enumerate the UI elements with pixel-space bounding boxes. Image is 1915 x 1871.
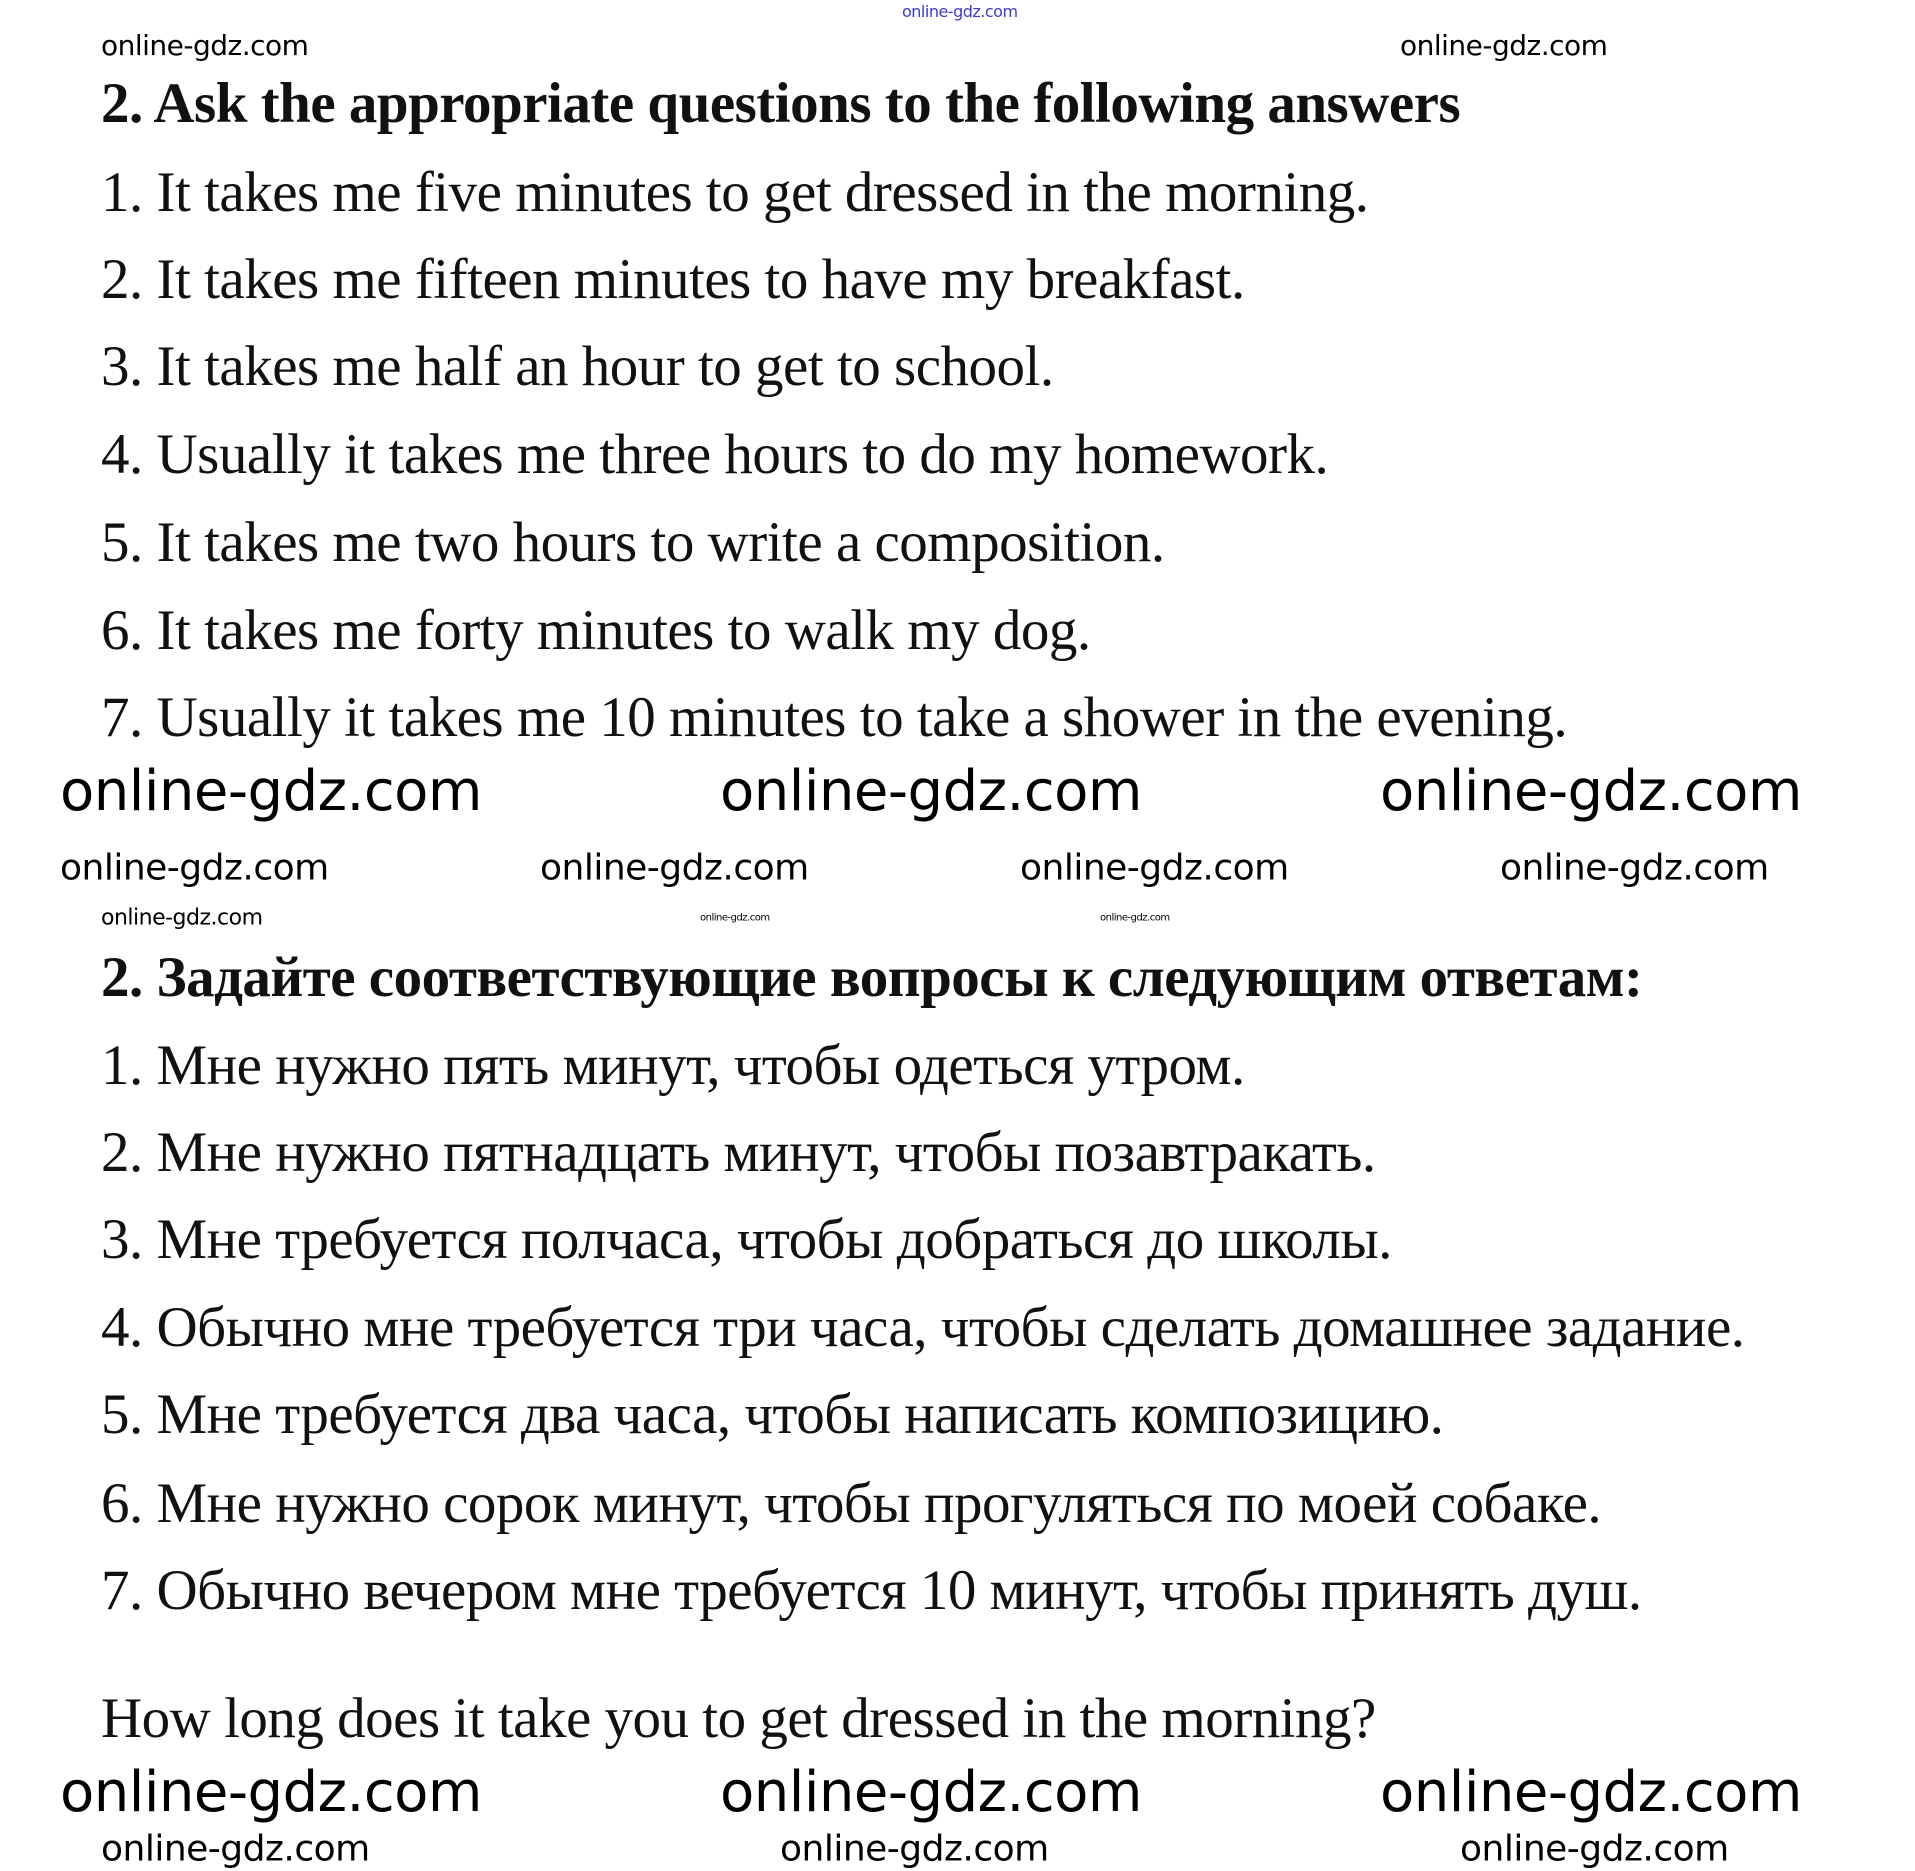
english-item: 1. It takes me five minutes to get dressed in the morning.	[101, 161, 1369, 225]
watermark: online-gdz.com	[720, 758, 1142, 824]
russian-item: 7. Обычно вечером мне требуется 10 минут, чтобы принять душ.	[101, 1559, 1642, 1623]
answer-line: How long does it take you to get dressed in the morning?	[101, 1687, 1376, 1751]
watermark: online-gdz.com	[720, 1759, 1142, 1825]
watermark: online-gdz.com	[700, 912, 770, 924]
russian-item: 4. Обычно мне требуется три часа, чтобы сделать домашнее задание.	[101, 1296, 1745, 1360]
watermark: online-gdz.com	[1400, 28, 1608, 62]
watermark: online-gdz.com	[1380, 1759, 1802, 1825]
watermark: online-gdz.com	[1100, 912, 1170, 924]
english-item: 4. Usually it takes me three hours to do my homework.	[101, 423, 1329, 487]
watermark: online-gdz.com	[780, 1828, 1049, 1870]
watermark: online-gdz.com	[60, 847, 329, 889]
watermark: online-gdz.com	[1500, 847, 1769, 889]
watermark: online-gdz.com	[101, 1828, 370, 1870]
russian-item: 2. Мне нужно пятнадцать минут, чтобы позавтракать.	[101, 1121, 1376, 1185]
russian-heading: 2. Задайте соответствующие вопросы к следующим ответам:	[101, 946, 1643, 1010]
english-item: 5. It takes me two hours to write a composition.	[101, 511, 1165, 575]
watermark: online-gdz.com	[1460, 1828, 1729, 1870]
english-item: 3. It takes me half an hour to get to school.	[101, 335, 1054, 399]
english-item: 7. Usually it takes me 10 minutes to take a shower in the evening.	[101, 686, 1568, 750]
watermark: online-gdz.com	[101, 28, 309, 62]
watermark: online-gdz.com	[101, 905, 263, 931]
watermark: online-gdz.com	[902, 1, 1018, 21]
watermark: online-gdz.com	[1380, 758, 1802, 824]
russian-item: 1. Мне нужно пять минут, чтобы одеться утром.	[101, 1034, 1245, 1098]
english-heading: 2. Ask the appropriate questions to the following answers	[101, 72, 1461, 136]
watermark: online-gdz.com	[60, 1759, 482, 1825]
watermark: online-gdz.com	[1020, 847, 1289, 889]
russian-item: 3. Мне требуется полчаса, чтобы добраться до школы.	[101, 1208, 1392, 1272]
russian-item: 5. Мне требуется два часа, чтобы написать композицию.	[101, 1383, 1444, 1447]
russian-item: 6. Мне нужно сорок минут, чтобы прогуляться по моей собаке.	[101, 1472, 1602, 1536]
watermark: online-gdz.com	[60, 758, 482, 824]
english-item: 6. It takes me forty minutes to walk my dog.	[101, 599, 1091, 663]
watermark: online-gdz.com	[540, 847, 809, 889]
english-item: 2. It takes me fifteen minutes to have my breakfast.	[101, 248, 1245, 312]
